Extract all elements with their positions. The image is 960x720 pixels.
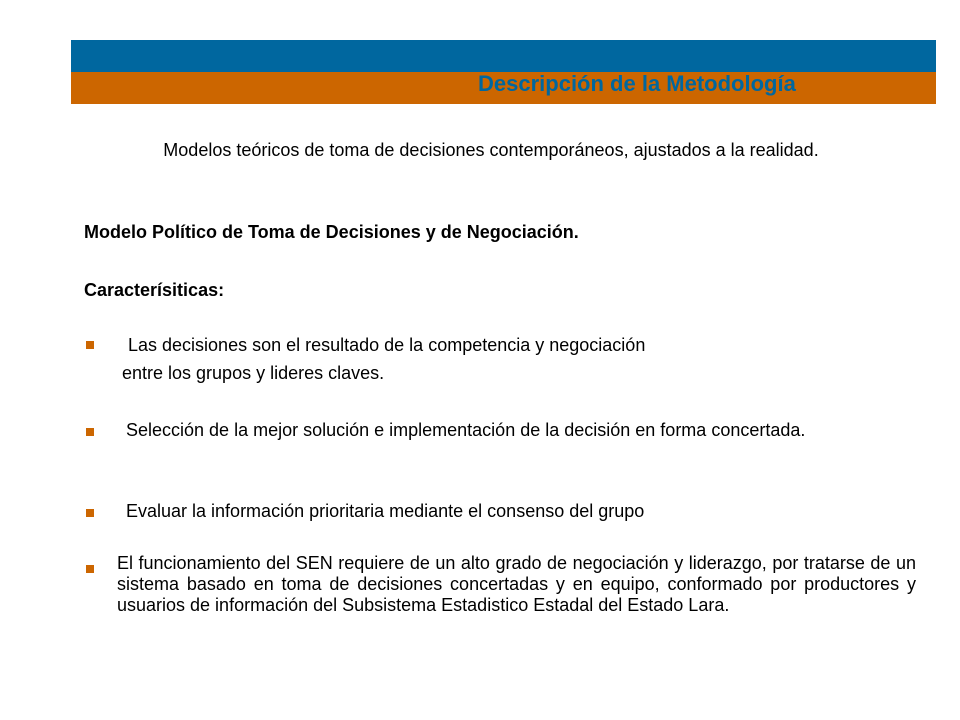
bullet-marker-2 — [86, 428, 94, 436]
bullet-3-text: Evaluar la información prioritaria mediante el consenso del grupo — [126, 501, 645, 521]
header-band-blue — [71, 40, 936, 72]
characteristics-heading: Caracterísiticas: — [84, 280, 225, 300]
bullet-2-text: Selección de la mejor solución e implementación de la decisión en forma concertada. — [126, 420, 806, 440]
bullet-marker-4 — [86, 565, 94, 573]
bullet-1-line-2: entre los grupos y lideres claves. — [122, 363, 385, 383]
bullet-marker-1 — [86, 341, 94, 349]
model-heading: Modelo Político de Toma de Decisiones y de Negociación. — [84, 222, 579, 242]
slide-title: Descripción de la Metodología — [478, 71, 796, 96]
bullet-1-line-1: Las decisiones son el resultado de la competencia y negociación — [128, 335, 646, 355]
bullet-marker-3 — [86, 509, 94, 517]
bullet-4-text: El funcionamiento del SEN requiere de un alto grado de negociación y liderazgo, por tratarse de un sistema basado en toma de decisiones concertadas y en equipo, conformado por productores y usuarios de información del Subsistema Estadistico Estadal del Estado Lara. — [117, 553, 916, 615]
intro-text: Modelos teóricos de toma de decisiones contemporáneos, ajustados a la realidad. — [163, 140, 819, 160]
